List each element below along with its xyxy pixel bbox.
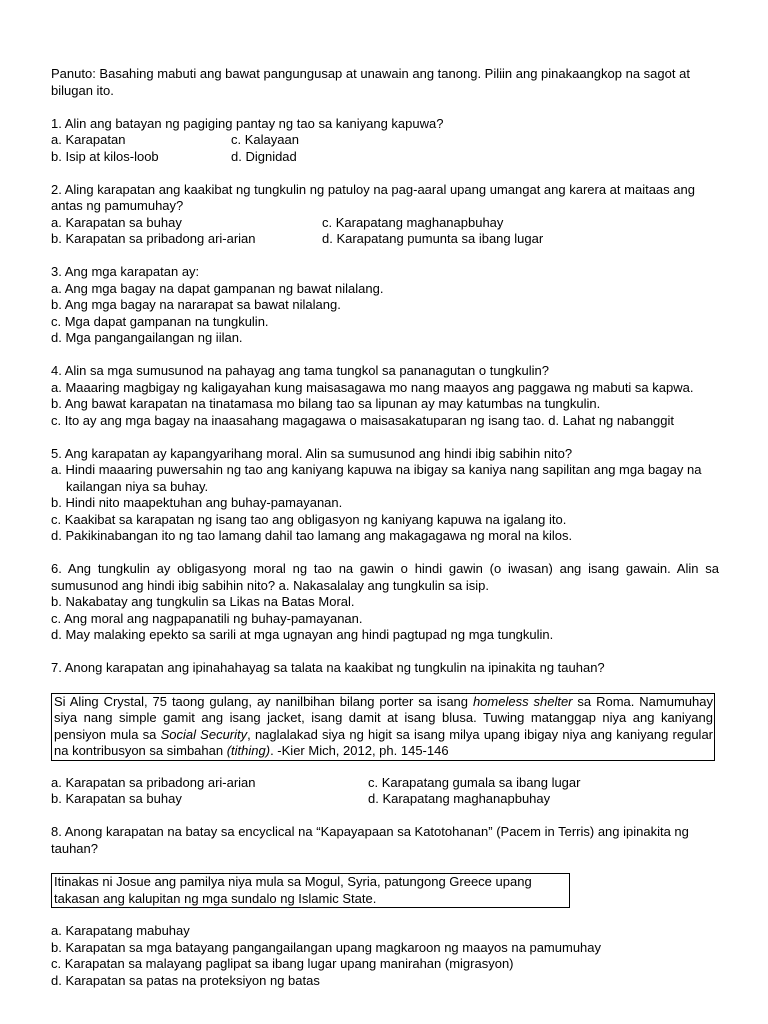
choice-d: d. Karapatang pumunta sa ibang lugar	[322, 231, 544, 246]
choice-d: d. Pakikinabangan ito ng tao lamang dahil tao lamang ang makagagawa ng moral na kilos.	[51, 528, 573, 543]
question-3-stem: 3. Ang mga karapatan ay:	[51, 264, 200, 279]
question-5	[51, 446, 719, 545]
choice-row	[51, 791, 719, 808]
question-2-stem: 2. Aling karapatan ang kaakibat ng tungkulin ng patuloy na pag-aaral upang umangat ang karera at maitaas ang antas ng pamumuhay?	[51, 181, 695, 213]
choice-d: d. Karapatang maghanapbuhay	[368, 791, 551, 806]
question-6	[51, 561, 719, 644]
choice-b: b. Ang mga bagay na nararapat sa bawat nilalang.	[51, 297, 341, 312]
passage-citation: . -Kier Mich, 2012, ph. 145-146	[270, 743, 449, 758]
question-8	[51, 824, 719, 989]
choice-b: b. Ang bawat karapatan na tinatamasa mo bilang tao sa lipunan ay may katumbas na tungkulin.	[51, 396, 601, 411]
question-4	[51, 363, 719, 429]
question-3	[51, 264, 719, 347]
choice-row	[51, 132, 719, 149]
passage-box	[51, 693, 715, 761]
choice-c: c. Mga dapat gampanan na tungkulin.	[51, 313, 269, 329]
choice-c: c. Ang moral ang nagpapanatili ng buhay-pamayanan.	[51, 610, 363, 626]
choice-c-d: c. Ito ay ang mga bagay na inaasahang magagawa o maisasakatuparan ng isang tao. d. Lahat ng nabanggit	[51, 412, 675, 428]
question-8-stem: 8. Anong karapatan na batay sa encyclical na “Kapayapaan sa Katotohanan” (Pacem in Terris) ang ipinakita ng tauhan?	[51, 824, 689, 856]
passage-emphasis: (tithing)	[226, 743, 271, 758]
question-2	[51, 182, 719, 248]
choice-c: c. Karapatan sa malayang paglipat sa ibang lugar upang manirahan (migrasyon)	[51, 956, 514, 971]
passage-text: Si Aling Crystal, 75 taong gulang, ay nanilbihan bilang porter sa isang	[54, 693, 473, 709]
choice-a: a. Maaaring magbigay ng kaligayahan kung maisasagawa mo nang maayos ang paggawa ng mabuti sa kapwa.	[51, 379, 694, 395]
choice-b: b. Karapatan sa mga batayang pangangailangan upang magkaroon ng maayos na pamumuhay	[51, 939, 602, 955]
choice-row	[51, 149, 719, 166]
passage-emphasis: Social Security	[160, 726, 248, 742]
choice-b: b. Hindi nito maapektuhan ang buhay-pamayanan.	[51, 495, 343, 510]
choice-c: c. Karapatang gumala sa ibang lugar	[368, 774, 581, 790]
choice-a: a. Karapatan	[51, 132, 126, 147]
choice-a: a. Karapatan sa buhay	[51, 214, 182, 230]
question-6-stem: 6. Ang tungkulin ay obligasyong moral ng tao na gawin o hindi gawin (o iwasan) ang isang gawain. Alin sa sumusunod ang hindi ibig sabihin nito? a. Nakasalalay ang tungkulin sa isip.	[51, 561, 719, 593]
choice-a: a. Hindi maaaring puwersahin ng tao ang kaniyang kapuwa na ibigay sa kaniya nang sapilitan ang mga bagay na kailangan niya sa buhay.	[51, 462, 702, 494]
choice-row	[51, 231, 719, 248]
question-7	[51, 660, 719, 808]
choice-c: c. Karapatang maghanapbuhay	[322, 214, 504, 230]
choice-c: c. Kalayaan	[231, 132, 299, 147]
choice-d: d. May malaking epekto sa sarili at mga ugnayan ang hindi pagtupad ng mga tungkulin.	[51, 627, 554, 642]
passage-text: sa Roma. Namumuhay siya nang simple gamit ang isang jacket, isang damit at isang blusa. Tuwing matanggap niya ang kaniyang pensiyon mula sa	[54, 693, 713, 742]
choice-b: b. Karapatan sa buhay	[51, 791, 182, 806]
question-5-stem: 5. Ang karapatan ay kapangyarihang moral. Alin sa sumusunod ang hindi ibig sabihin nito?	[51, 445, 573, 461]
passage-emphasis: homeless shelter	[472, 693, 573, 709]
choice-c: c. Kaakibat sa karapatan ng isang tao ang obligasyon ng kaniyang kapuwa na igalang ito.	[51, 511, 567, 527]
choice-row	[51, 215, 719, 232]
question-1	[51, 116, 719, 166]
passage-box: Itinakas ni Josue ang pamilya niya mula sa Mogul, Syria, patungong Greece upang takasan ang kalupitan ng mga sundalo ng Islamic State.	[51, 873, 570, 908]
choice-d: d. Dignidad	[231, 148, 297, 164]
question-1-stem: 1. Alin ang batayan ng pagiging pantay ng tao sa kaniyang kapuwa?	[51, 115, 444, 131]
choice-a: a. Karapatang mabuhay	[51, 923, 190, 938]
passage-text: , naglalakad siya ng higit sa isang milya upang ibigay niya ang kaniyang regular na kontribusyon sa simbahan	[54, 726, 714, 758]
worksheet	[51, 66, 719, 989]
choice-row	[51, 775, 719, 792]
question-7-stem: 7. Anong karapatan ang ipinahahayag sa talata na kaakibat ng tungkulin na ipinakita ng tauhan?	[51, 660, 605, 675]
choice-d: d. Karapatan sa patas na proteksiyon ng batas	[51, 972, 320, 988]
instructions: Panuto: Basahing mabuti ang bawat pangungusap at unawain ang tanong. Piliin ang pinakaangkop na sagot at bilugan ito.	[51, 66, 690, 98]
choice-a: a. Karapatan sa pribadong ari-arian	[51, 774, 256, 790]
choice-a: a. Ang mga bagay na dapat gampanan ng bawat nilalang.	[51, 280, 384, 296]
question-4-stem: 4. Alin sa mga sumusunod na pahayag ang tama tungkol sa pananagutan o tungkulin?	[51, 363, 549, 378]
choice-b: b. Isip at kilos-loob	[51, 148, 159, 164]
choice-d: d. Mga pangangailangan ng iilan.	[51, 330, 243, 345]
choice-b: b. Nakabatay ang tungkulin sa Likas na Batas Moral.	[51, 594, 355, 609]
choice-b: b. Karapatan sa pribadong ari-arian	[51, 231, 256, 246]
